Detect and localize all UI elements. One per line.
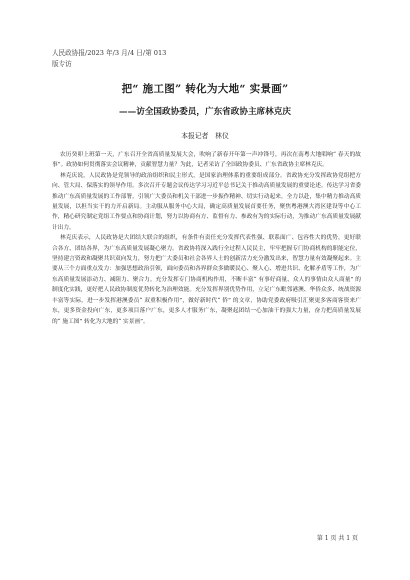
source-line: 人民政协报/2023 年/3 月/4 日/第 013 — [52, 49, 167, 57]
article-title: 把“ 施工图” 转化为大地“ 实景画” — [121, 83, 289, 95]
paragraph-3: 林克庆表示，人民政协是大团结大联合的组织，有条件有责任充分发挥代表性强、联系面广、包容性大的优势，更好联合各方、团结各界，为广东高质量发展凝心聚力。省政协将深入践行全过程人民民主，牢牢把握专门协商机构的职能定位，坚持建言资政和凝聚共识双向发力，努力把广大委员和社会各界人士的创新活力充分激发出来，智慧力量有效凝聚起来。主要从三个方面重点发力：加强思想政治引领，面向委员和各界群众多做暖民心、聚人心、增进共识、化解矛盾等工作，为广东高质量发展添动力、减阻力、聚合力。充分发挥专门协商机构作用，不断丰富“ 有事好商量、众人的事情由众人商量” 的制度化实践，更好把人民政协制度优势转化为治理效能。充分发挥界别优势作用，立足广东毗邻港澳、华侨众多、统战资源丰富等实际，进一步发挥港澳委员“ 双重积极作用”，做好新时代“ 侨” 的文章，协助党委政府吸引汇聚更多客商客资来广东，更多资金投向广东，更多项目落户广东，更多人才服务广东，凝聚起团结一心加油干的强大力量，奋力把高质量发展的“ 施工图” 转化为大地的“ 实景画”。 — [52, 235, 361, 325]
paragraph-1: 农历癸卯上班第一天，广东召开全省高质量发展大会，吹响了新春开年第一声冲锋号，再次在南粤大地唱响“ 春天的故事”。政协如何贯彻落实会议精神，贡献智慧力量？为此，记者采访了全国政协委员、广东省政协主席林克庆。 — [52, 152, 361, 169]
paragraph-2: 林克庆说，人民政协是党领导的政治组织和民主形式，是国家治理体系的重要组成部分。省政协充分发挥政协党组把方向、管大局、保落实的领导作用。多次召开专题会议传达学习习近平总书记关于推动高质量发展的重要论述。传达学习省委推动广东高质量发展的工作部署，引领广大委员和机关干部进一步振作精神、切实行动起来。全力以赴，集中精力推动高质量发展，以担当实干的力开启新局。主动服从服务中心大局，确定高质量发展首要任务，聚焦粤港澳大湾区建设等中心工作，精心研究制定党组工作要点和协商计划，努力以协商有方、监督有力、参政有为的实际行动，为推动广东高质量发展献计出力。 — [52, 172, 361, 231]
article-body — [52, 150, 361, 327]
article-subtitle: ——访全国政协委员，广东省政协主席林克庆 — [119, 107, 291, 117]
document-meta — [52, 48, 166, 70]
section-label: 版专访 — [52, 60, 72, 68]
article-byline: 本报记者 林仪 — [181, 132, 229, 140]
page-indicator: 第 1 页 共 1 页 — [316, 535, 358, 542]
